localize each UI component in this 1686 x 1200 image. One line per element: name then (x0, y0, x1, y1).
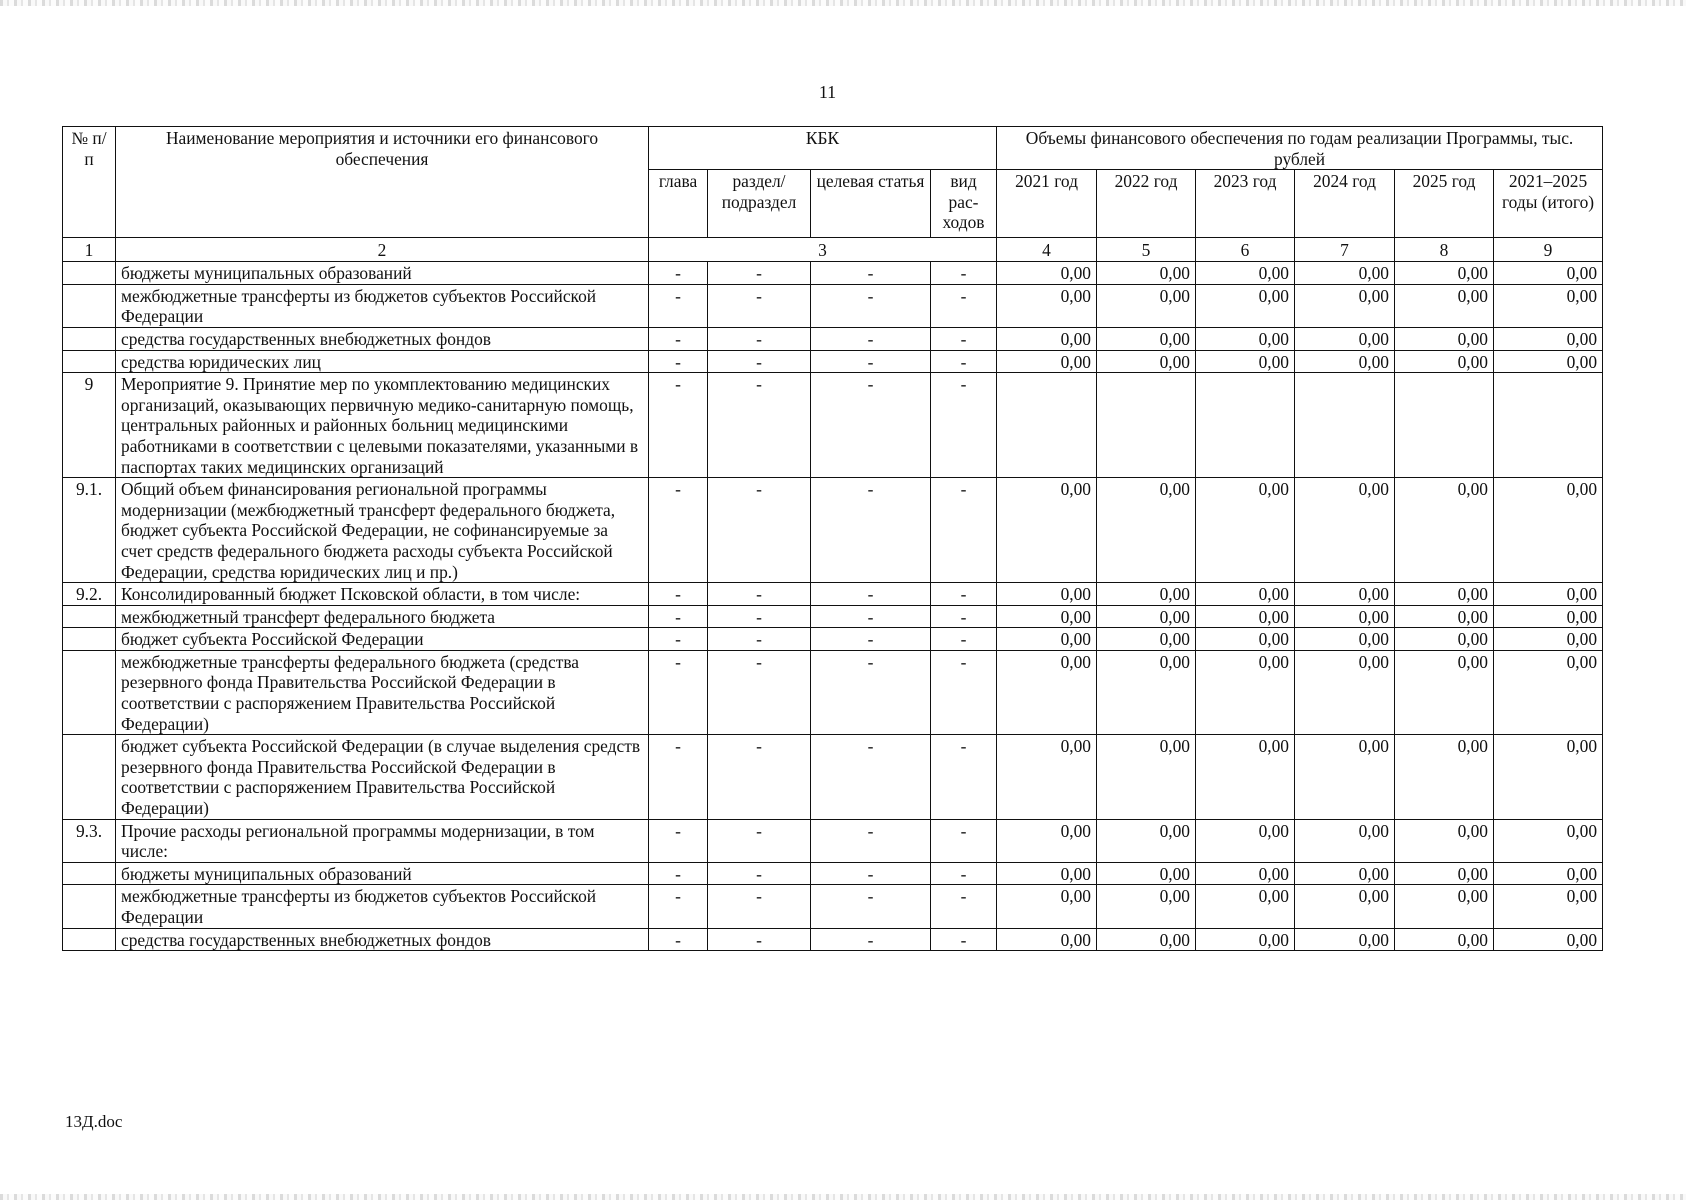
value-2021: 0,00 (997, 819, 1097, 862)
value-2022: 0,00 (1097, 735, 1196, 819)
kbk-glava: - (649, 650, 708, 734)
header-y2025: 2025 год (1395, 170, 1494, 238)
value-2021: 0,00 (997, 605, 1097, 628)
kbk-vid: - (931, 327, 997, 350)
value-2023: 0,00 (1196, 583, 1295, 606)
table-row (63, 928, 1603, 951)
value-2023: 0,00 (1196, 928, 1295, 951)
value-2023: 0,00 (1196, 350, 1295, 373)
value-2025: 0,00 (1395, 583, 1494, 606)
kbk-razdel: - (708, 284, 811, 327)
kbk-razdel: - (708, 928, 811, 951)
value-total: 0,00 (1494, 605, 1603, 628)
table-row (63, 327, 1603, 350)
row-num (63, 605, 116, 628)
header-y2022: 2022 год (1097, 170, 1196, 238)
row-name: бюджет субъекта Российской Федерации (116, 628, 649, 651)
table-row (63, 819, 1603, 862)
kbk-glava: - (649, 373, 708, 478)
value-2022: 0,00 (1097, 327, 1196, 350)
kbk-razdel: - (708, 350, 811, 373)
kbk-razdel: - (708, 628, 811, 651)
kbk-statya: - (811, 628, 931, 651)
value-total: 0,00 (1494, 284, 1603, 327)
value-2022 (1097, 373, 1196, 478)
kbk-statya: - (811, 862, 931, 885)
kbk-statya: - (811, 885, 931, 928)
row-num (63, 284, 116, 327)
value-2025: 0,00 (1395, 605, 1494, 628)
value-2024 (1295, 373, 1395, 478)
value-total: 0,00 (1494, 350, 1603, 373)
row-num (63, 350, 116, 373)
value-2024: 0,00 (1295, 628, 1395, 651)
value-2025: 0,00 (1395, 928, 1494, 951)
colnum-6: 6 (1196, 238, 1295, 262)
value-total: 0,00 (1494, 262, 1603, 285)
table-row (63, 478, 1603, 583)
value-2022: 0,00 (1097, 350, 1196, 373)
value-2024: 0,00 (1295, 650, 1395, 734)
kbk-glava: - (649, 262, 708, 285)
kbk-statya: - (811, 735, 931, 819)
kbk-vid: - (931, 373, 997, 478)
kbk-razdel: - (708, 735, 811, 819)
kbk-glava: - (649, 583, 708, 606)
value-2024: 0,00 (1295, 605, 1395, 628)
value-2021: 0,00 (997, 327, 1097, 350)
colnum-2: 2 (116, 238, 649, 262)
value-2021: 0,00 (997, 583, 1097, 606)
header-total: 2021–2025 годы (итого) (1494, 170, 1603, 238)
value-2023: 0,00 (1196, 284, 1295, 327)
row-num (63, 928, 116, 951)
header-razdel: раздел/ подраздел (708, 170, 811, 238)
value-total: 0,00 (1494, 628, 1603, 651)
page-number: 11 (818, 82, 837, 102)
table-row (63, 605, 1603, 628)
kbk-vid: - (931, 262, 997, 285)
value-2023: 0,00 (1196, 262, 1295, 285)
header-vid: вид рас-ходов (931, 170, 997, 238)
value-2025: 0,00 (1395, 478, 1494, 583)
value-total: 0,00 (1494, 885, 1603, 928)
row-num: 9.3. (63, 819, 116, 862)
kbk-razdel: - (708, 478, 811, 583)
kbk-glava: - (649, 819, 708, 862)
value-2021: 0,00 (997, 928, 1097, 951)
kbk-glava: - (649, 284, 708, 327)
row-name: межбюджетный трансферт федерального бюджета (116, 605, 649, 628)
budget-table (62, 126, 1603, 951)
footer-filename: 13Д.doc (65, 1112, 123, 1131)
kbk-glava: - (649, 928, 708, 951)
kbk-razdel: - (708, 583, 811, 606)
header-y2021: 2021 год (997, 170, 1097, 238)
header-glava: глава (649, 170, 708, 238)
row-num (63, 262, 116, 285)
value-2022: 0,00 (1097, 928, 1196, 951)
value-2021: 0,00 (997, 885, 1097, 928)
table-row (63, 373, 1603, 478)
kbk-statya: - (811, 605, 931, 628)
kbk-vid: - (931, 350, 997, 373)
value-2022: 0,00 (1097, 885, 1196, 928)
kbk-vid: - (931, 819, 997, 862)
row-name: межбюджетные трансферты из бюджетов субъектов Российской Федерации (116, 284, 649, 327)
table-row (63, 350, 1603, 373)
row-num (63, 862, 116, 885)
table-row (63, 650, 1603, 734)
kbk-glava: - (649, 735, 708, 819)
table-row (63, 885, 1603, 928)
header-kbk: КБК (649, 127, 997, 170)
value-2021: 0,00 (997, 862, 1097, 885)
row-name: межбюджетные трансферты федерального бюджета (средства резервного фонда Правительства Российской Федерации в соответствии с распоряжением Правительства Российской Федерации) (116, 650, 649, 734)
value-2025: 0,00 (1395, 735, 1494, 819)
value-2024: 0,00 (1295, 350, 1395, 373)
table-row (63, 262, 1603, 285)
kbk-razdel: - (708, 327, 811, 350)
scan-edge-bottom (0, 1194, 1686, 1200)
value-total: 0,00 (1494, 650, 1603, 734)
row-name: бюджет субъекта Российской Федерации (в случае выделения средств резервного фонда Правительства Российской Федерации в соответствии с распоряжением Правительства Российской Федерации) (116, 735, 649, 819)
value-2024: 0,00 (1295, 262, 1395, 285)
value-2023: 0,00 (1196, 605, 1295, 628)
row-num (63, 327, 116, 350)
table-row (63, 862, 1603, 885)
row-num: 9 (63, 373, 116, 478)
value-2025 (1395, 373, 1494, 478)
value-2023: 0,00 (1196, 327, 1295, 350)
colnum-8: 8 (1395, 238, 1494, 262)
value-total: 0,00 (1494, 862, 1603, 885)
row-name: Консолидированный бюджет Псковской области, в том числе: (116, 583, 649, 606)
scan-edge-top (0, 0, 1686, 6)
header-row-1 (63, 127, 1603, 170)
row-name: средства юридических лиц (116, 350, 649, 373)
value-total: 0,00 (1494, 583, 1603, 606)
value-2022: 0,00 (1097, 819, 1196, 862)
header-y2023: 2023 год (1196, 170, 1295, 238)
kbk-glava: - (649, 478, 708, 583)
value-2022: 0,00 (1097, 650, 1196, 734)
kbk-razdel: - (708, 262, 811, 285)
value-2023: 0,00 (1196, 478, 1295, 583)
value-2025: 0,00 (1395, 862, 1494, 885)
kbk-vid: - (931, 735, 997, 819)
kbk-razdel: - (708, 650, 811, 734)
table-row (63, 735, 1603, 819)
kbk-statya: - (811, 350, 931, 373)
value-2024: 0,00 (1295, 862, 1395, 885)
row-num (63, 885, 116, 928)
kbk-razdel: - (708, 605, 811, 628)
row-name: средства государственных внебюджетных фондов (116, 327, 649, 350)
value-total: 0,00 (1494, 928, 1603, 951)
header-num: № п/п (63, 127, 116, 238)
row-num: 9.1. (63, 478, 116, 583)
row-name: межбюджетные трансферты из бюджетов субъектов Российской Федерации (116, 885, 649, 928)
colnum-5: 5 (1097, 238, 1196, 262)
table-row (63, 583, 1603, 606)
kbk-vid: - (931, 478, 997, 583)
kbk-vid: - (931, 628, 997, 651)
value-2022: 0,00 (1097, 583, 1196, 606)
value-2024: 0,00 (1295, 284, 1395, 327)
kbk-glava: - (649, 605, 708, 628)
kbk-vid: - (931, 862, 997, 885)
header-volumes: Объемы финансового обеспечения по годам реализации Программы, тыс. рублей (997, 127, 1603, 170)
value-2025: 0,00 (1395, 819, 1494, 862)
colnum-9: 9 (1494, 238, 1603, 262)
kbk-vid: - (931, 284, 997, 327)
kbk-razdel: - (708, 862, 811, 885)
kbk-vid: - (931, 605, 997, 628)
kbk-razdel: - (708, 373, 811, 478)
value-2021: 0,00 (997, 650, 1097, 734)
kbk-statya: - (811, 284, 931, 327)
row-name: Мероприятие 9. Принятие мер по укомплектованию медицинских организаций, оказывающих первичную медико-санитарную помощь, центральных районных и районных больниц медицинскими работниками в соответствии с целевыми показателями, указанными в паспортах таких медицинских организаций (116, 373, 649, 478)
kbk-vid: - (931, 928, 997, 951)
value-2023 (1196, 373, 1295, 478)
value-total: 0,00 (1494, 735, 1603, 819)
value-2021: 0,00 (997, 478, 1097, 583)
value-2022: 0,00 (1097, 628, 1196, 651)
kbk-glava: - (649, 885, 708, 928)
row-name: Прочие расходы региональной программы модернизации, в том числе: (116, 819, 649, 862)
row-name: бюджеты муниципальных образований (116, 262, 649, 285)
row-num (63, 735, 116, 819)
row-num (63, 628, 116, 651)
kbk-statya: - (811, 373, 931, 478)
header-name: Наименование мероприятия и источники его финансового обеспечения (116, 127, 649, 238)
kbk-statya: - (811, 650, 931, 734)
header-statya: целевая статья (811, 170, 931, 238)
kbk-statya: - (811, 928, 931, 951)
value-2023: 0,00 (1196, 735, 1295, 819)
table-row (63, 628, 1603, 651)
colnum-7: 7 (1295, 238, 1395, 262)
value-2024: 0,00 (1295, 928, 1395, 951)
value-total: 0,00 (1494, 478, 1603, 583)
value-2022: 0,00 (1097, 284, 1196, 327)
value-total: 0,00 (1494, 819, 1603, 862)
value-2023: 0,00 (1196, 650, 1295, 734)
row-name: средства государственных внебюджетных фондов (116, 928, 649, 951)
row-name: бюджеты муниципальных образований (116, 862, 649, 885)
table-row (63, 284, 1603, 327)
kbk-glava: - (649, 327, 708, 350)
value-2023: 0,00 (1196, 862, 1295, 885)
value-2022: 0,00 (1097, 478, 1196, 583)
value-2025: 0,00 (1395, 628, 1494, 651)
kbk-glava: - (649, 862, 708, 885)
row-num: 9.2. (63, 583, 116, 606)
value-2021: 0,00 (997, 262, 1097, 285)
header-y2024: 2024 год (1295, 170, 1395, 238)
kbk-vid: - (931, 650, 997, 734)
kbk-vid: - (931, 583, 997, 606)
value-2022: 0,00 (1097, 262, 1196, 285)
value-2021: 0,00 (997, 284, 1097, 327)
row-num (63, 650, 116, 734)
value-total (1494, 373, 1603, 478)
table-body (63, 262, 1603, 951)
kbk-glava: - (649, 628, 708, 651)
kbk-razdel: - (708, 819, 811, 862)
value-2024: 0,00 (1295, 478, 1395, 583)
kbk-statya: - (811, 583, 931, 606)
colnum-1: 1 (63, 238, 116, 262)
colnum-3: 3 (649, 238, 997, 262)
kbk-statya: - (811, 262, 931, 285)
value-2021: 0,00 (997, 350, 1097, 373)
value-2021: 0,00 (997, 628, 1097, 651)
colnum-4: 4 (997, 238, 1097, 262)
value-2025: 0,00 (1395, 885, 1494, 928)
value-2025: 0,00 (1395, 284, 1494, 327)
value-2024: 0,00 (1295, 327, 1395, 350)
value-2025: 0,00 (1395, 327, 1494, 350)
value-2024: 0,00 (1295, 735, 1395, 819)
value-2025: 0,00 (1395, 262, 1494, 285)
kbk-vid: - (931, 885, 997, 928)
kbk-statya: - (811, 478, 931, 583)
value-2023: 0,00 (1196, 819, 1295, 862)
kbk-glava: - (649, 350, 708, 373)
value-2022: 0,00 (1097, 605, 1196, 628)
value-2025: 0,00 (1395, 650, 1494, 734)
row-name: Общий объем финансирования региональной программы модернизации (межбюджетный трансферт федерального бюджета, бюджет субъекта Российской Федерации, не софинансируемые за счет средств федерального бюджета расходы субъекта Российской Федерации, средства юридических лиц и пр.) (116, 478, 649, 583)
kbk-statya: - (811, 327, 931, 350)
value-2025: 0,00 (1395, 350, 1494, 373)
value-total: 0,00 (1494, 327, 1603, 350)
value-2022: 0,00 (1097, 862, 1196, 885)
column-numbers-row (63, 238, 1603, 262)
value-2024: 0,00 (1295, 819, 1395, 862)
value-2021 (997, 373, 1097, 478)
value-2024: 0,00 (1295, 583, 1395, 606)
value-2021: 0,00 (997, 735, 1097, 819)
value-2023: 0,00 (1196, 628, 1295, 651)
value-2024: 0,00 (1295, 885, 1395, 928)
kbk-statya: - (811, 819, 931, 862)
value-2023: 0,00 (1196, 885, 1295, 928)
kbk-razdel: - (708, 885, 811, 928)
